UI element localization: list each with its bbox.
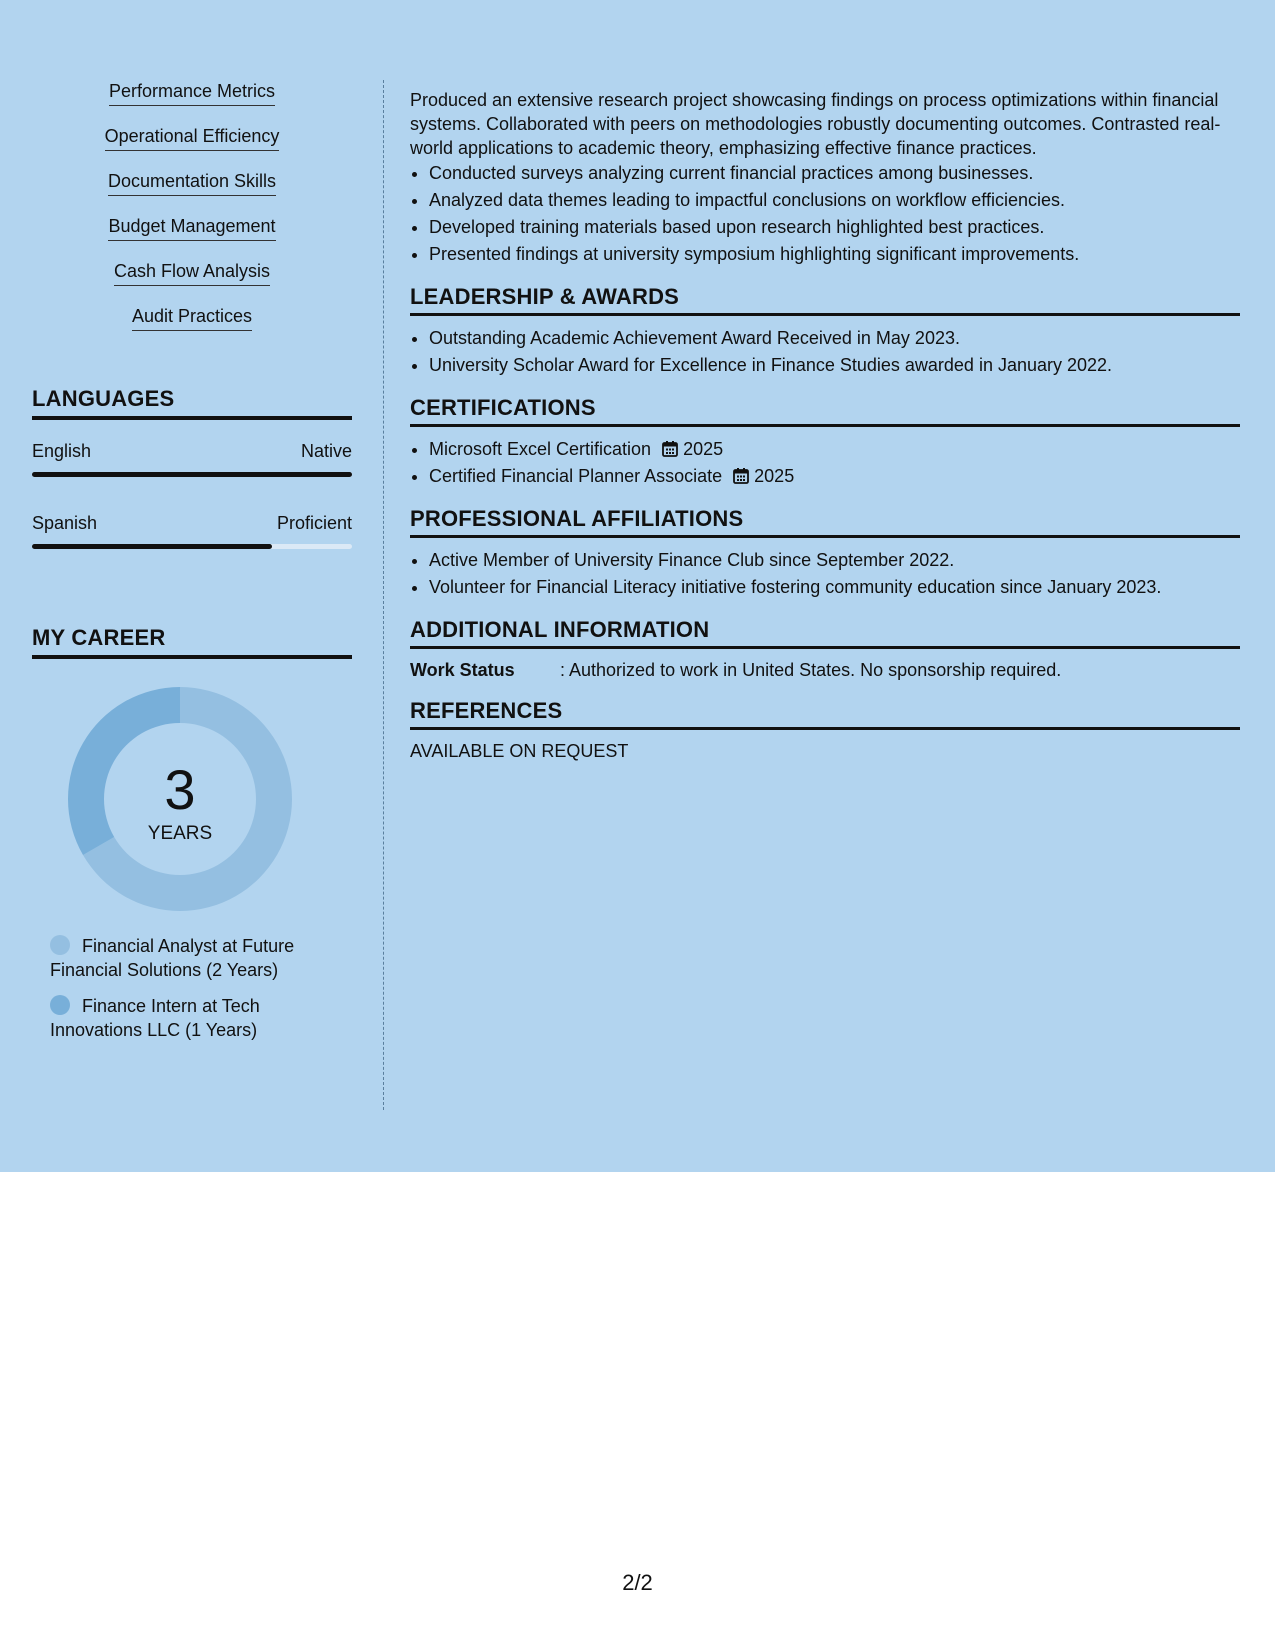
project-description: Produced an extensive research project showcasing findings on process optimizations within financial systems. Collaborated with peers on methodologies robustly documenting outcomes. Contrasted real-world applications to academic theory, emphasizing effective finance practices. <box>410 90 1221 158</box>
skill-label: Audit Practices <box>132 305 252 331</box>
list-item: • Conducted surveys analyzing current financial practices among businesses. <box>429 160 1240 187</box>
language-level: Proficient <box>276 513 352 533</box>
legend-dot <box>50 935 70 955</box>
legend-dot <box>50 995 70 1015</box>
language-level-fill <box>32 544 272 549</box>
list-item: • University Scholar Award for Excellence in Finance Studies awarded in January 2022. <box>429 352 1240 379</box>
skills-list <box>32 80 352 350</box>
project-bullets <box>410 160 1240 268</box>
career-legend-label: Financial Analyst at Future Financial Solutions (2 Years) <box>50 936 295 980</box>
skill-item <box>32 215 352 260</box>
list-item: • Developed training materials based upon research highlighted best practices. <box>429 214 1240 241</box>
career-legend <box>50 934 330 1042</box>
certifications-section <box>410 395 1240 490</box>
career-heading: MY CAREER <box>32 625 352 659</box>
skill-label: Performance Metrics <box>109 80 275 106</box>
references-section <box>410 698 1240 763</box>
additional-info-heading: ADDITIONAL INFORMATION <box>410 617 1240 649</box>
skill-item <box>32 125 352 170</box>
certifications-heading: CERTIFICATIONS <box>410 395 1240 427</box>
skill-label: Operational Efficiency <box>105 125 280 151</box>
calendar-icon <box>732 467 750 485</box>
references-text: AVAILABLE ON REQUEST <box>410 741 629 761</box>
leadership-list <box>410 325 1240 379</box>
skill-label: Documentation Skills <box>108 170 276 196</box>
language-name: Spanish <box>32 513 98 533</box>
list-item <box>429 463 1240 490</box>
list-item: • Volunteer for Financial Literacy initiative fostering community education since January 2023. <box>429 574 1240 601</box>
language-name: English <box>32 441 92 461</box>
career-legend-item <box>50 934 330 982</box>
certifications-list <box>410 436 1240 490</box>
language-level: Native <box>300 441 352 461</box>
skill-item <box>32 260 352 305</box>
affiliations-heading: PROFESSIONAL AFFILIATIONS <box>410 506 1240 538</box>
list-item: • Active Member of University Finance Club since September 2022. <box>429 547 1240 574</box>
skill-label: Cash Flow Analysis <box>114 260 270 286</box>
work-status-label: Work Status <box>410 660 515 680</box>
language-item <box>32 440 352 477</box>
career-legend-item <box>50 994 330 1042</box>
certification-year: 2025 <box>683 439 724 459</box>
language-item <box>32 512 352 549</box>
leadership-heading: LEADERSHIP & AWARDS <box>410 284 1240 316</box>
work-status-value: : Authorized to work in United States. No sponsorship required. <box>560 660 1062 680</box>
list-item: • Outstanding Academic Achievement Award Received in May 2023. <box>429 325 1240 352</box>
career-legend-label: Finance Intern at Tech Innovations LLC (1 Years) <box>50 996 260 1040</box>
list-item: • Analyzed data themes leading to impactful conclusions on workflow efficiencies. <box>429 187 1240 214</box>
references-heading: REFERENCES <box>410 698 1240 730</box>
certification-year: 2025 <box>754 466 795 486</box>
language-level-bar <box>32 472 352 477</box>
leadership-section <box>410 284 1240 379</box>
skill-item <box>32 170 352 215</box>
project-section <box>410 88 1240 268</box>
affiliations-list <box>410 547 1240 601</box>
affiliations-section <box>410 506 1240 601</box>
career-total-unit: YEARS <box>147 823 213 844</box>
certification-name: Microsoft Excel Certification <box>429 439 652 459</box>
list-item <box>429 436 1240 463</box>
language-level-bar <box>32 544 352 549</box>
work-status-row <box>410 658 1240 682</box>
skill-item <box>32 305 352 350</box>
page-number: 2/2 <box>622 1570 653 1595</box>
skill-label: Budget Management <box>108 215 275 241</box>
column-divider <box>383 80 384 1110</box>
additional-info-section <box>410 617 1240 682</box>
list-item: • Presented findings at university symposium highlighting significant improvements. <box>429 241 1240 268</box>
career-total-number: 3 <box>164 758 196 821</box>
left-column <box>32 80 352 1054</box>
right-column <box>410 88 1240 763</box>
language-level-fill <box>32 472 352 477</box>
calendar-icon <box>661 440 679 458</box>
skill-item <box>32 80 352 125</box>
languages-heading: LANGUAGES <box>32 386 352 420</box>
career-section <box>32 625 352 1042</box>
languages-section <box>32 386 352 549</box>
career-donut-chart <box>32 659 352 919</box>
certification-name: Certified Financial Planner Associate <box>429 466 723 486</box>
